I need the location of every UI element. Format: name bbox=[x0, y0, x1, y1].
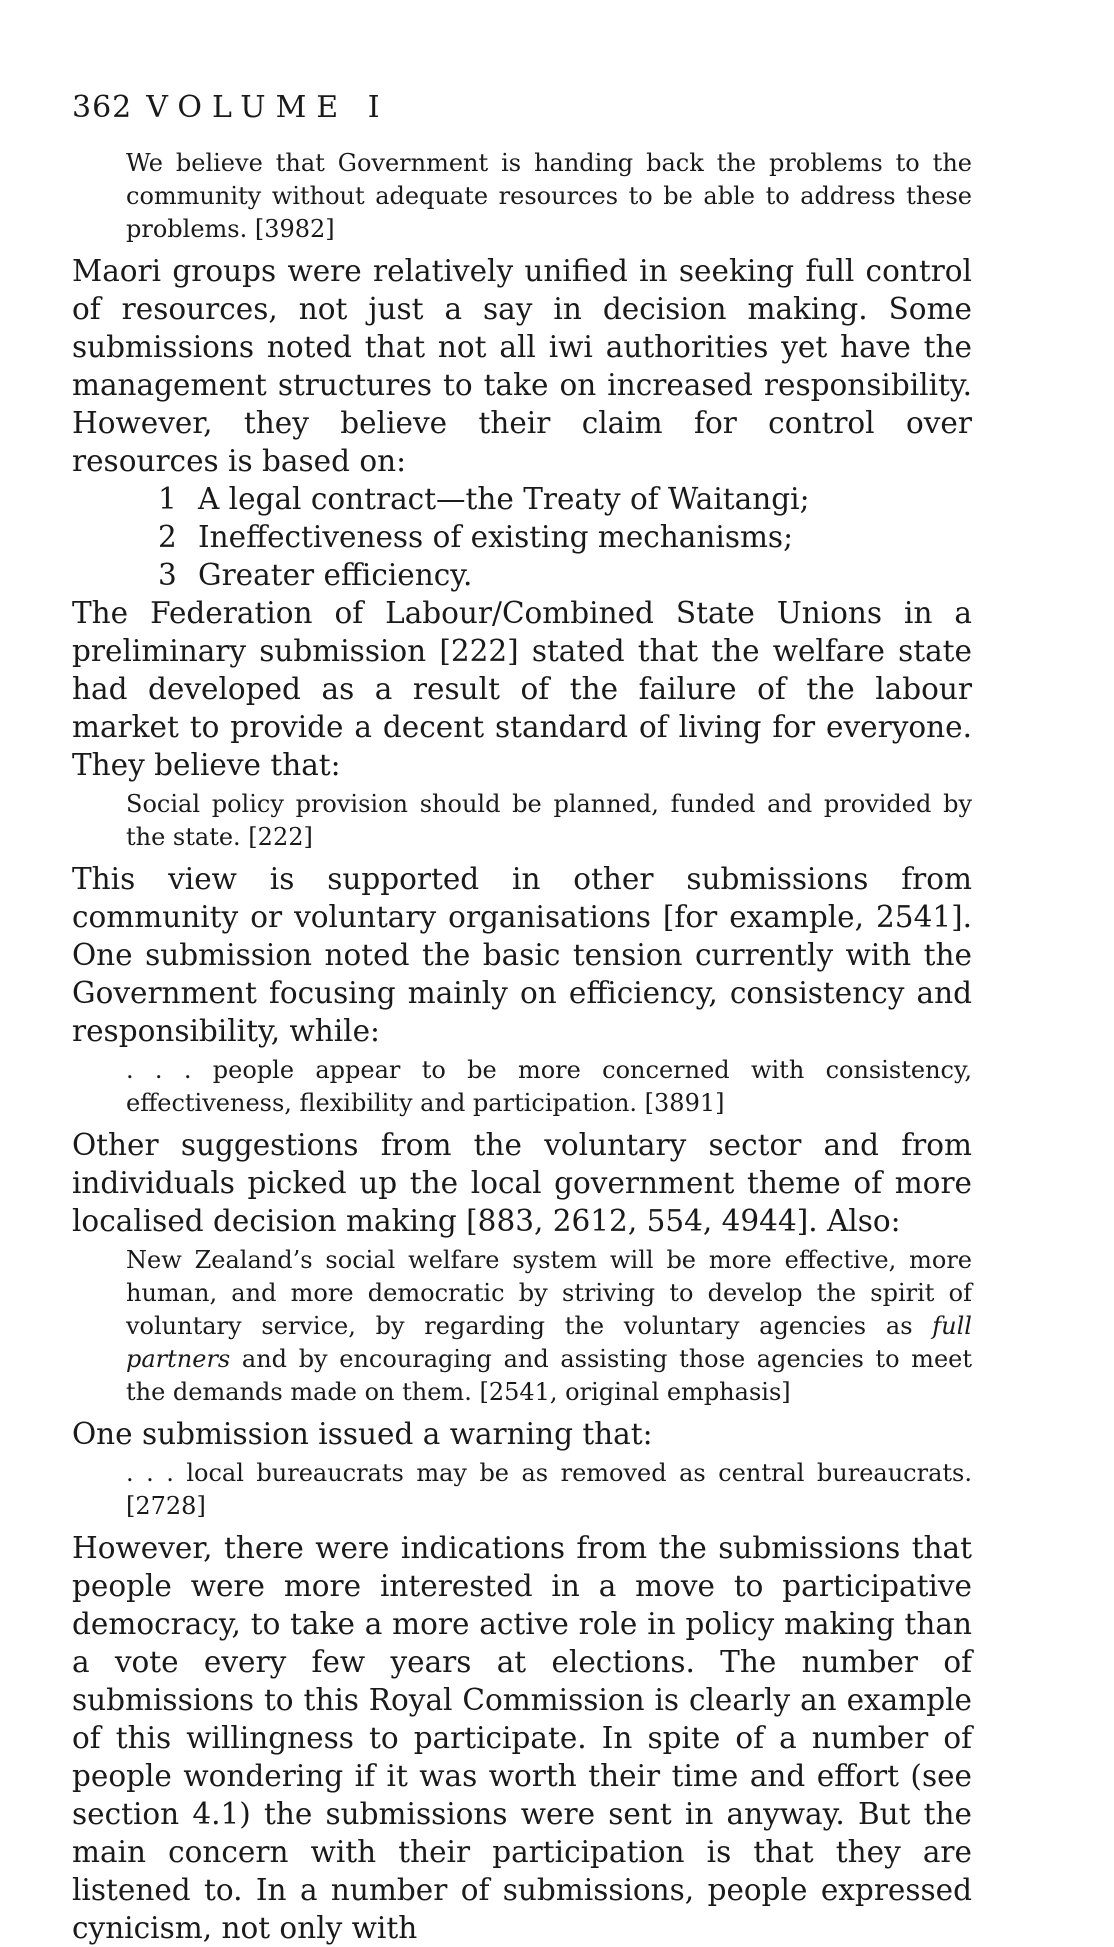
block-quote: . . . people appear to be more concerned with consistency, effectiveness, flexibility and participation. [3891] bbox=[126, 1056, 972, 1117]
paragraph: This view is supported in other submissions from community or voluntary organisations [for example, 2541]. One submission noted the basic tension currently with the Government focusing mainly on efficiency, consistency and responsibility, while: bbox=[72, 862, 972, 1048]
paragraph: The Federation of Labour/Combined State Unions in a preliminary submission [222] stated that the welfare state had developed as a result of the failure of the labour market to provide a decent standard of living for everyone. They believe that: bbox=[72, 596, 972, 782]
numbered-list bbox=[72, 480, 972, 594]
paragraph: However, there were indications from the submissions that people were more interested in a move to participative democracy, to take a more active role in policy making than a vote every few years at elections. The number of submissions to this Royal Commission is clearly an example of this willingness to participate. In spite of a number of people wondering if it was worth their time and effort (see section 4.1) the submissions were sent in anyway. But the main concern with their participation is that they are listened to. In a number of submissions, people expressed cynicism, not only with bbox=[72, 1531, 972, 1945]
paragraph: Maori groups were relatively unified in seeking full control of resources, not just a say in decision making. Some submissions noted that not all iwi authorities yet have the management structures to take on increased responsibility. However, they believe their claim for control over resources is based on: bbox=[72, 254, 972, 478]
list-item bbox=[158, 518, 972, 556]
paragraph: One submission issued a warning that: bbox=[72, 1417, 653, 1451]
list-item bbox=[158, 480, 972, 518]
list-number: 3 bbox=[158, 558, 177, 592]
page-number: 362 bbox=[72, 90, 133, 125]
quote-emphasis: full partners bbox=[126, 1312, 972, 1373]
list-text: Ineffectiveness of existing mechanisms; bbox=[198, 520, 794, 554]
block-quote: . . . local bureaucrats may be as removed as central bureaucrats. [2728] bbox=[126, 1459, 972, 1520]
document-page bbox=[72, 90, 972, 1947]
list-number: 1 bbox=[158, 482, 177, 516]
block-quote bbox=[126, 1244, 972, 1409]
block-quote: We believe that Government is handing back the problems to the community without adequate resources to be able to address these problems. [3982] bbox=[126, 149, 972, 243]
list-number: 2 bbox=[158, 520, 177, 554]
block-quote: Social policy provision should be planned, funded and provided by the state. [222] bbox=[126, 790, 972, 851]
list-item bbox=[158, 556, 972, 594]
paragraph: Other suggestions from the voluntary sector and from individuals picked up the local government theme of more localised decision making [883, 2612, 554, 4944]. Also: bbox=[72, 1128, 972, 1238]
volume-label: VOLUME I bbox=[146, 90, 390, 125]
quote-text: New Zealand’s social welfare system will be more effective, more human, and more democratic by striving to develop the spirit of voluntary service, by regarding the voluntary agencies as bbox=[126, 1246, 972, 1340]
running-head bbox=[72, 90, 972, 125]
list-text: A legal contract—the Treaty of Waitangi; bbox=[198, 482, 810, 516]
list-text: Greater efficiency. bbox=[198, 558, 473, 592]
quote-text: and by encouraging and assisting those agencies to meet the demands made on them. [2541, original emphasis] bbox=[126, 1345, 972, 1406]
